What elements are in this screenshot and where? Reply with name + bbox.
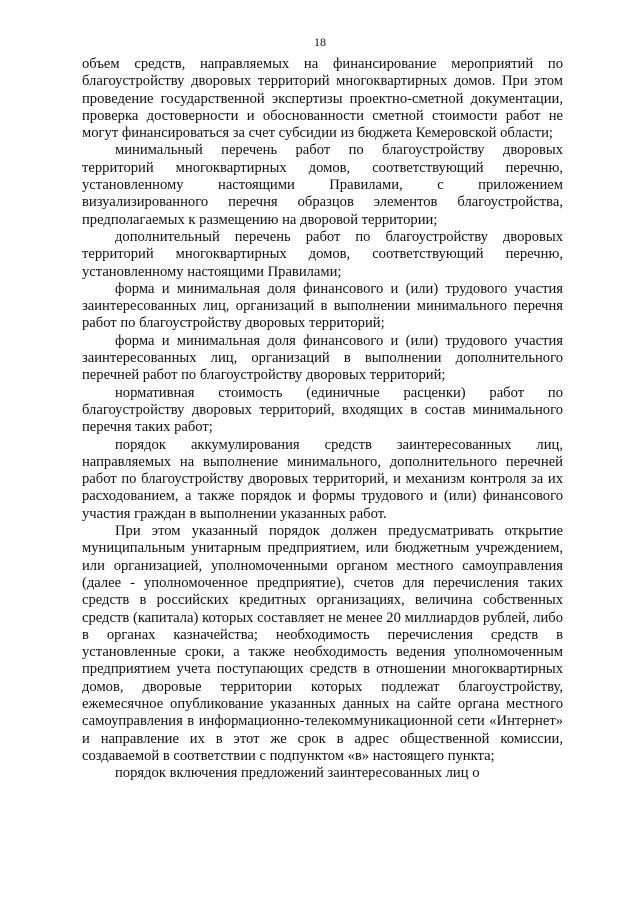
paragraph-participation-minimal: форма и минимальная доля финансового и (или) трудового участия заинтересованных лиц, организаций в выполнении минимального перечня работ по благоустройству дворовых территорий;	[82, 280, 563, 332]
paragraph-minimal-list: минимальный перечень работ по благоустройству дворовых территорий многоквартирных домов, соответствующий перечню, установленному настоящими Правилами, с приложением визуализированного перечня образцов элементов благоустройства, предполагаемых к размещению на дворовой территории;	[82, 142, 563, 228]
paragraph-order-requirements: При этом указанный порядок должен предусматривать открытие муниципальным унитарным предприятием, или бюджетным учреждением, или организацией, уполномоченными органом местного самоуправления (далее - уполномоченное предприятие), счетов для перечисления таких средств в российских кредитных организациях, величина собственных средств (капитала) которых составляет не менее 20 миллиардов рублей, либо в органах казначейства; необходимость перечисления средств в установленные сроки, а также необходимость ведения уполномоченным предприятием учета поступающих средств в отношении многоквартирных домов, дворовые территории которых подлежат благоустройству, ежемесячное опубликование указанных данных на сайте органа местного самоуправления в информационно-телекоммуникационной сети «Интернет» и направление их в этот же срок в адрес общественной комиссии, создаваемой в соответствии с подпунктом «в» настоящего пункта;	[82, 523, 563, 764]
document-body	[82, 56, 563, 782]
paragraph-participation-additional: форма и минимальная доля финансового и (или) трудового участия заинтересованных лиц, организаций в выполнении дополнительного перечней работ по благоустройству дворовых территорий;	[82, 332, 563, 384]
paragraph-continuation: объем средств, направляемых на финансирование мероприятий по благоустройству дворовых территорий многоквартирных домов. При этом проведение государственной экспертизы проектно-сметной документации, проверка достоверности и обоснованности сметной стоимости работ не могут финансироваться за счет субсидии из бюджета Кемеровской области;	[82, 56, 563, 142]
paragraph-additional-list: дополнительный перечень работ по благоустройству дворовых территорий многоквартирных домов, соответствующий перечню, установленному настоящими Правилами;	[82, 228, 563, 280]
paragraph-accumulation-order: порядок аккумулирования средств заинтересованных лиц, направляемых на выполнение минимального, дополнительного перечней работ по благоустройству дворовых территорий, и механизм контроля за их расходованием, а также порядок и формы трудового и (или) финансового участия граждан в выполнении указанных работ.	[82, 436, 563, 522]
page-number: 18	[314, 35, 326, 49]
paragraph-normative-cost: нормативная стоимость (единичные расценки) работ по благоустройству дворовых территорий, входящих в состав минимального перечня таких работ;	[82, 384, 563, 436]
paragraph-inclusion-order: порядок включения предложений заинтересованных лиц о	[115, 765, 480, 782]
